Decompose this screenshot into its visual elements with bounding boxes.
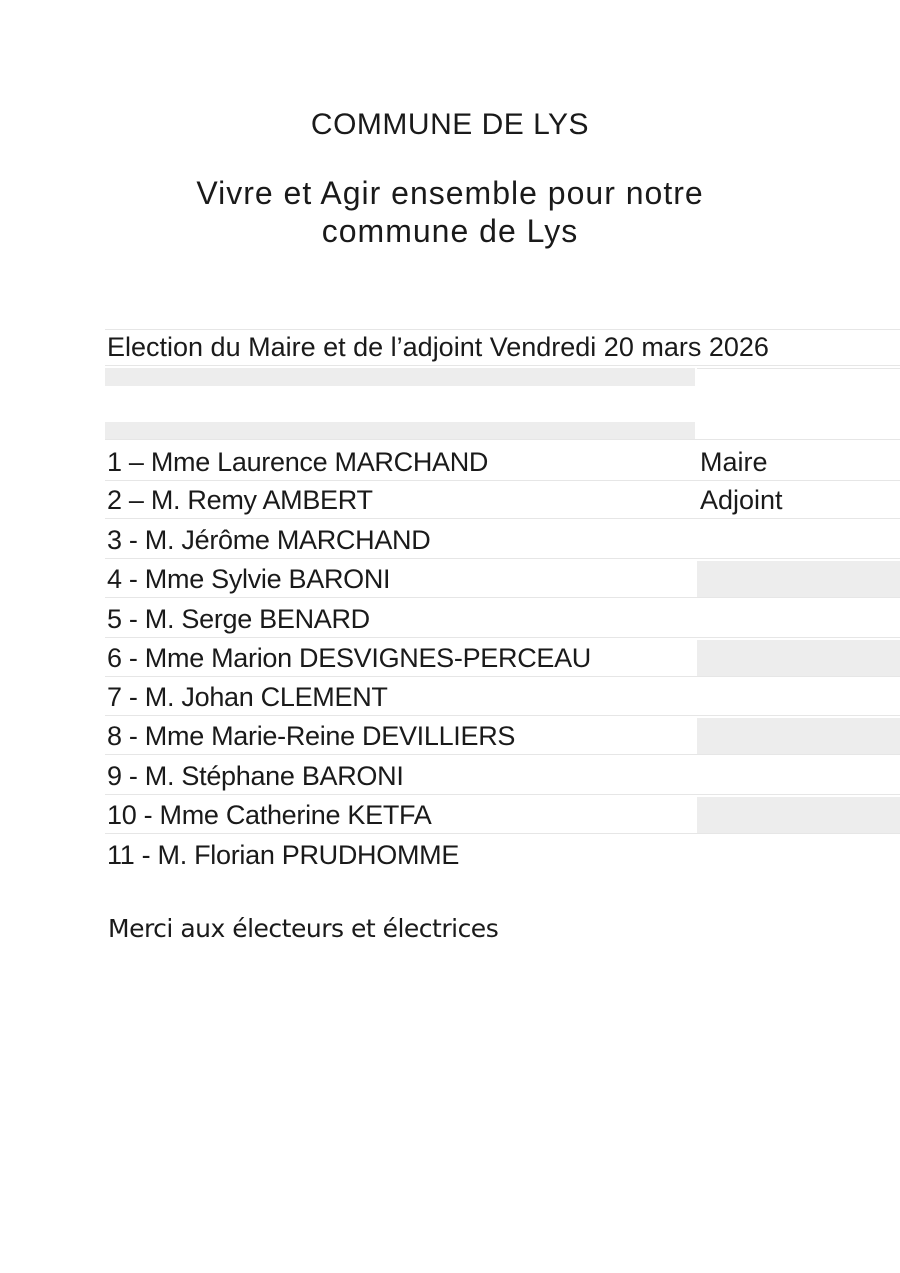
row-divider (105, 597, 900, 598)
candidate-name: 6 - Mme Marion DESVIGNES-PERCEAU (107, 643, 592, 673)
row-divider (105, 833, 900, 834)
row-divider (105, 558, 900, 559)
candidate-name: 7 - M. Johan CLEMENT (107, 682, 388, 712)
candidate-row (105, 521, 900, 559)
thanks-message: Merci aux électeurs et électrices (108, 914, 499, 943)
candidate-row (105, 560, 900, 598)
row-shade (697, 561, 900, 597)
candidate-name: 4 - Mme Sylvie BARONI (107, 564, 391, 594)
candidate-name: 5 - M. Serge BENARD (107, 604, 370, 634)
subtitle-line-1: Vivre et Agir ensemble pour notre (196, 175, 704, 211)
row-shade (697, 797, 900, 833)
row-divider (105, 676, 900, 677)
shaded-band-2 (105, 422, 695, 439)
candidate-name: 9 - M. Stéphane BARONI (107, 761, 404, 791)
candidate-row (105, 796, 900, 834)
candidate-row (105, 481, 900, 519)
grid-line-band-2 (105, 439, 900, 440)
candidate-name: 1 – Mme Laurence MARCHAND (107, 447, 489, 477)
row-divider (105, 518, 900, 519)
shaded-band-1 (105, 368, 695, 386)
candidate-role: Maire (700, 447, 768, 477)
candidate-row (105, 678, 900, 716)
grid-line-band-1 (697, 368, 900, 369)
candidate-row (105, 443, 900, 481)
candidate-role: Adjoint (700, 485, 783, 515)
grid-line-heading (105, 365, 900, 366)
candidate-row (105, 600, 900, 638)
candidate-name: 2 – M. Remy AMBERT (107, 485, 373, 515)
candidate-name: 3 - M. Jérôme MARCHAND (107, 525, 431, 555)
candidate-name: 10 - Mme Catherine KETFA (107, 800, 432, 830)
election-heading: Election du Maire et de l’adjoint Vendredi 20 mars 2026 (107, 332, 769, 362)
commune-title: COMMUNE DE LYS (310, 108, 590, 141)
candidate-row (105, 639, 900, 677)
row-divider (105, 754, 900, 755)
candidate-name: 11 - M. Florian PRUDHOMME (107, 840, 460, 870)
candidate-row (105, 836, 900, 874)
commune-subtitle (150, 174, 750, 250)
candidate-row (105, 757, 900, 795)
row-shade (697, 718, 900, 754)
subtitle-line-2: commune de Lys (321, 213, 579, 249)
candidate-row (105, 717, 900, 755)
row-shade (697, 640, 900, 676)
row-divider (105, 715, 900, 716)
row-divider (105, 794, 900, 795)
row-divider (105, 637, 900, 638)
candidate-name: 8 - Mme Marie-Reine DEVILLIERS (107, 721, 516, 751)
grid-line-top (105, 329, 900, 330)
